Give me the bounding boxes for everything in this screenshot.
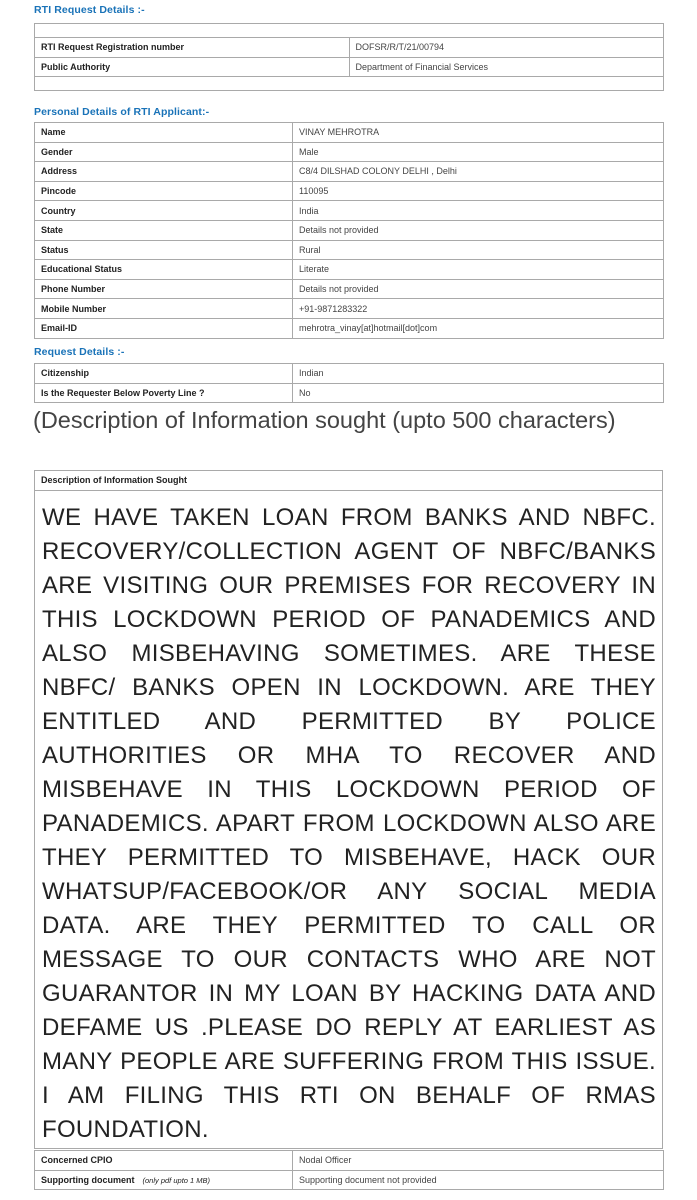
table-row <box>35 240 664 260</box>
table-row <box>35 201 664 221</box>
table-row <box>35 142 664 162</box>
field-value: DOFSR/R/T/21/00794 <box>349 38 664 58</box>
rti-request-table <box>34 23 664 91</box>
rti-request-title: RTI Request Details :- <box>34 4 145 16</box>
field-value: Rural <box>293 240 664 260</box>
table-row <box>35 220 664 240</box>
table-row <box>35 123 664 143</box>
field-value: Indian <box>293 364 664 384</box>
field-value: No <box>293 383 664 403</box>
field-label: Mobile Number <box>35 299 293 319</box>
cpio-value: Nodal Officer <box>293 1151 664 1171</box>
field-label: Pincode <box>35 181 293 201</box>
personal-details-table <box>34 122 664 339</box>
table-row <box>35 279 664 299</box>
field-value: VINAY MEHROTRA <box>293 123 664 143</box>
field-label: Status <box>35 240 293 260</box>
field-value: C8/4 DILSHAD COLONY DELHI , Delhi <box>293 162 664 182</box>
cpio-label: Concerned CPIO <box>35 1151 293 1171</box>
field-label: Public Authority <box>35 57 350 77</box>
table-row <box>35 318 664 338</box>
table-row <box>35 181 664 201</box>
table-row <box>35 1170 664 1190</box>
request-details-title: Request Details :- <box>34 346 125 358</box>
field-label: Citizenship <box>35 364 293 384</box>
field-label: Is the Requester Below Poverty Line ? <box>35 383 293 403</box>
field-label: Country <box>35 201 293 221</box>
description-label: Description of Information Sought <box>35 471 662 491</box>
footer-table <box>34 1150 664 1190</box>
field-value: Literate <box>293 260 664 280</box>
table-row <box>35 38 664 58</box>
field-value: +91-9871283322 <box>293 299 664 319</box>
supporting-doc-label-cell <box>35 1170 293 1190</box>
field-label: State <box>35 220 293 240</box>
supporting-doc-value: Supporting document not provided <box>293 1170 664 1190</box>
supporting-doc-note: (only pdf upto 1 MB) <box>142 1175 211 1185</box>
request-details-table <box>34 363 664 403</box>
table-row <box>35 57 664 77</box>
field-label: Educational Status <box>35 260 293 280</box>
description-text: WE HAVE TAKEN LOAN FROM BANKS AND NBFC. RECOVERY/COLLECTION AGENT OF NBFC/BANKS ARE VISITING OUR PREMISES FOR RECOVERY IN THIS LOCKDOWN PERIOD OF PANADEMICS AND ALSO MISBEHAVING SOMETIMES. ARE THESE NBFC/ BANKS OPEN IN LOCKDOWN. ARE THEY ENTITLED AND PERMITTED BY POLICE AUTHORITIES OR MHA TO RECOVER AND MISBEHAVE IN THIS LOCKDOWN PERIOD OF PANADEMICS. APART FROM LOCKDOWN ALSO ARE THEY PERMITTED TO MISBEHAVE, HACK OUR WHATSUP/FACEBOOK/OR ANY SOCIAL MEDIA DATA. ARE THEY PERMITTED TO CALL OR MESSAGE TO OUR CONTACTS WHO ARE NOT GUARANTOR IN MY LOAN BY HACKING DATA AND DEFAME US .PLEASE DO REPLY AT EARLIEST AS MANY PEOPLE ARE SUFFERING FROM THIS ISSUE. I AM FILING THIS RTI ON BEHALF OF RMAS FOUNDATION. <box>42 504 656 1143</box>
table-row <box>35 299 664 319</box>
field-label: Email-ID <box>35 318 293 338</box>
field-value: Department of Financial Services <box>349 57 664 77</box>
personal-details-title: Personal Details of RTI Applicant:- <box>34 106 210 118</box>
blank-row <box>35 77 664 91</box>
supporting-doc-label: Supporting document <box>41 1174 135 1185</box>
field-value: Male <box>293 142 664 162</box>
field-label: Name <box>35 123 293 143</box>
table-row <box>35 260 664 280</box>
description-heading: (Description of Information sought (upto 500 characters) <box>33 407 616 433</box>
field-label: Gender <box>35 142 293 162</box>
blank-row <box>35 24 664 38</box>
field-value: Details not provided <box>293 220 664 240</box>
field-value: mehrotra_vinay[at]hotmail[dot]com <box>293 318 664 338</box>
table-row <box>35 1151 664 1171</box>
field-label: Address <box>35 162 293 182</box>
field-value: 110095 <box>293 181 664 201</box>
table-row <box>35 162 664 182</box>
field-value: Details not provided <box>293 279 664 299</box>
field-label: RTI Request Registration number <box>35 38 350 58</box>
field-value: India <box>293 201 664 221</box>
description-box <box>34 470 663 1149</box>
field-label: Phone Number <box>35 279 293 299</box>
table-row <box>35 383 664 403</box>
table-row <box>35 364 664 384</box>
